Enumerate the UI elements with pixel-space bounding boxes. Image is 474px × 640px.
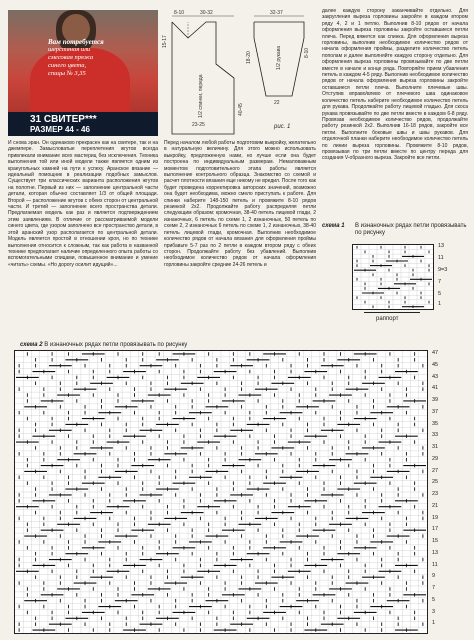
dim-label: 30-32 [200, 10, 213, 16]
schema2-label: схема 2 [20, 342, 43, 348]
row-number: 1 [432, 620, 436, 627]
row-number: 29 [432, 455, 439, 462]
materials-line: спицы № 3,35 [48, 70, 86, 77]
row-number: 11 [438, 255, 444, 261]
dim-label: 32-37 [270, 10, 283, 16]
paragraph: И снова эран. Он одинаково прекрасен как на свитере, так и на джемпере. Замысловатые переплетения жгутов всегда привлекали внимание всех мастериц без исключения. Техника выполнения той или иной модели также является одним из краеугольных камней на пути к успеху. Аранское вязание — идеальный помощник в реализации подобных замыслов. Существует три классических варианта расположения жгутов на полотне. Первый из них — заполнение центральной части детали, которая обычно составляет 1/3 от общей площади. Второй — расположение жгутов с обеих сторон от центральной части. И третий — заполнение всего пространства детали. Предлагаемая модель как раз и является подтверждением этим заявлениям. В отличие от рассматриваемой модели синего цвета, где узором заполнено все пространство детали, в этой аранский узор располагается по центральной детали. Модель является простой в отношении кроя, но по технике выполнения относится к сложным, так как работа в названной технике предполагает наличие определенного опыта работы со вспомогательными спицами, повышенное внимание и умение «читать» схемы. «Но дорогу осилит идущий»... [8, 140, 158, 268]
row-number: 47 [432, 350, 439, 356]
rapport-label: раппорт [376, 316, 399, 322]
dim-label: 23-25 [192, 122, 205, 128]
row-number: 33 [432, 432, 439, 439]
dim-label: 40-45 [238, 103, 244, 116]
schema2-chart [14, 350, 428, 634]
row-number: 37 [432, 408, 439, 415]
piece-label-sleeve: 1/2 рукава [276, 45, 282, 70]
row-number: 25 [432, 479, 439, 486]
row-number: 15 [432, 538, 439, 544]
row-number: 35 [432, 420, 439, 427]
row-number: 1 [438, 301, 442, 307]
materials-line: смесовая пряжа [48, 54, 94, 61]
text-column-middle [164, 140, 316, 268]
paragraph: Перед началом любой работы подготовим выкройку, желательно в натуральную величину. Для этого можно использовать выкройку, предложенную нами, но лучше если она будет построена по индивидуальным размерам. Немаловажным моментом подготовительного этапа работы является выполнение контрольного образца. Знакомство со схемой и расчет плотности вязания еще никому не вредил. После того как будет проведена корректировка авторских значений, возможно она будет необходима, можно смело приступать к работе. Для спинки наберите 148-150 петель и провяжите 8-10 рядов резинкой 2х2. Продолжайте работу распределяя петли следующим образом: кромочная, 38-40 петель лицевой глади, 2 изнаночных, 6 петель по схеме 1, 2 изнаночных, 50 петель по схеме 2, 2 изнаночных 6 петель по схеме 1, 2 изнаночных, 38-40 петель лицевой глади, кромочная. Выполнив необходимое количество рядов от начала вязания для оформления проймы прибавьте 5-7 раз по 2 петли в каждом втором ряду с обеих сторон. Продолжайте работу без убавлений. Выполнив необходимое количество рядов от начала оформления горловины закройте средние 24-26 петель и [164, 140, 316, 268]
materials-line: синего цвета, [48, 62, 87, 69]
paragraph: далее каждую сторону заканчивайте отдельно. Для закругления выреза горловины закройте в каждом втором ряду 4, 2 и 1 петлю. Выполнив 8-10 рядов от начала оформления выреза горловины закройте оставшиеся петли плеча. Перед вяжется как спинка. Для оформления выреза горловины, выполнив необходимое количество рядов от начала оформления проймы, разделите количество петель пополам и далее выполняйте каждую сторону отдельно. Для оформления выреза горловины провязывайте по две петли вместе в начале и конце ряда. Повторяйте прием убавления петель в каждом 4-5 ряду. Выполнив необходимое количество рядов от начала оформления выреза горловины закройте оставшиеся петли плеча. Выполните плечевые швы. Отступив вправо/влево от плечевого шва одинаковое количество петель наберите необходимое количество петель для рукава. Продолжайте работу лицевой гладью. Для скоса рукава провязывайте по две петли вместе в каждом 6-8 ряду. Провязав необходимое количество рядов, продолжайте работу резинкой 2х2. Выполнив 16-18 рядов, закройте все петли. Выполните боковые швы и швы рукавов. Для отделочной планки наберите необходимое количество петель по линии выреза горловины. Провяжите 8-10 рядов, провязывая по три петли вместе по центру переда для создания V-образного выреза. Закройте все петли. [322, 8, 468, 162]
row-number: 27 [432, 467, 439, 474]
dim-label: 8-10 [304, 47, 310, 58]
model-number: 31 СВИТЕР*** [30, 114, 97, 125]
schema2-title [20, 342, 187, 348]
figure-caption: рис. 1 [274, 124, 291, 130]
row-number: 9 [432, 573, 436, 580]
schema1-chart [352, 244, 434, 310]
schema1-note: В изнаночных рядах петли провязывать по рисунку [355, 223, 467, 236]
row-number: 7 [432, 585, 436, 591]
row-number: 43 [432, 373, 439, 380]
dim-label: 15-17 [162, 35, 168, 48]
row-number: 7 [438, 279, 442, 285]
row-number: 3 [432, 608, 436, 615]
dim-label: 18-20 [246, 51, 252, 64]
row-number: 13 [432, 549, 439, 556]
model-banner [8, 112, 158, 136]
row-number: 17 [432, 526, 439, 533]
row-number: 5 [432, 596, 436, 603]
row-number: 19 [432, 514, 439, 521]
row-number: 45 [432, 361, 439, 368]
materials-line: шерстяная или [48, 46, 91, 53]
schema1-title [322, 223, 345, 229]
schema1-label: схема 1 [322, 223, 345, 229]
row-number: 21 [432, 502, 439, 509]
piece-label-body: 1/2 спинки, переда [198, 74, 204, 118]
row-number: 41 [432, 385, 439, 392]
row-number: 13 [438, 243, 445, 249]
schema1-grid [353, 245, 433, 309]
row-number: 39 [432, 397, 439, 403]
schema2-grid [15, 351, 427, 633]
text-column-right [322, 8, 468, 162]
schema2-note: В изнаночных рядах петли провязывать по рисунку [44, 342, 188, 348]
materials-caption [48, 38, 128, 78]
row-number: 11 [432, 561, 438, 568]
dim-label: 22 [274, 100, 280, 106]
schema2-row-numbers [432, 350, 462, 632]
row-number: 31 [432, 444, 439, 450]
row-number: 5 [438, 291, 442, 297]
row-number: 23 [432, 491, 439, 497]
schema1-row-numbers [438, 244, 462, 314]
dim-label: 8-10 [174, 10, 185, 16]
model-size: РАЗМЕР 44 - 46 [30, 125, 90, 134]
row-number: 9=3 [438, 267, 448, 273]
text-column-left [8, 140, 158, 268]
garment-pattern-diagram [162, 8, 316, 136]
rapport-bracket [364, 312, 420, 313]
materials-title: Вам потребуется [48, 38, 104, 46]
